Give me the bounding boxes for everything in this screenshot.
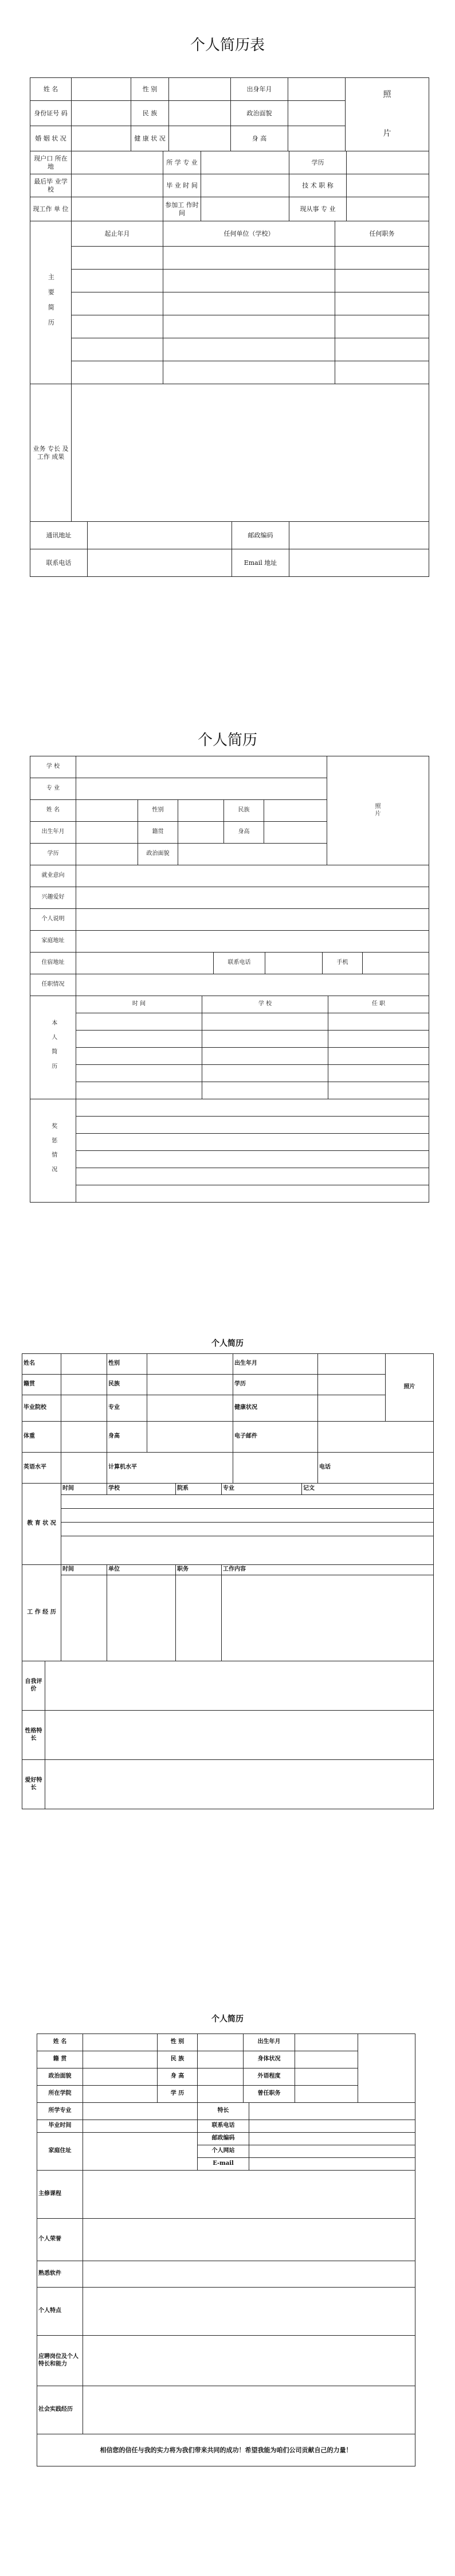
- field: [363, 953, 429, 974]
- label: 爱好特长: [22, 1760, 45, 1809]
- field: [335, 338, 429, 361]
- label: 联系电话: [198, 2120, 249, 2133]
- field: [76, 844, 138, 865]
- field: [202, 1013, 328, 1031]
- field: [76, 756, 327, 778]
- edu-label: 教 育 状 况: [22, 1484, 61, 1565]
- label: 学历: [30, 844, 76, 865]
- field: [72, 174, 163, 197]
- photo-label: 片: [383, 128, 391, 138]
- field: [163, 270, 335, 292]
- field: [72, 151, 163, 174]
- label: 专业: [107, 1395, 147, 1422]
- field: [72, 101, 131, 126]
- field: [335, 247, 429, 270]
- field: [176, 1575, 222, 1661]
- field: [328, 1031, 429, 1048]
- field: [76, 1134, 429, 1151]
- field: [147, 1375, 233, 1395]
- field: [318, 1395, 386, 1422]
- label: 电子邮件: [233, 1422, 318, 1453]
- label: 政治面貌: [231, 101, 288, 126]
- label: 姓 名: [30, 78, 72, 101]
- field: [83, 2133, 198, 2171]
- resume-2-history: [30, 996, 429, 1203]
- label: 专 业: [30, 778, 76, 800]
- field: [76, 1082, 202, 1099]
- field: [76, 1185, 429, 1203]
- label: 毕业时间: [37, 2120, 83, 2133]
- field: [198, 2086, 244, 2103]
- label: 身体状况: [244, 2051, 295, 2068]
- label: 籍贯: [22, 1375, 61, 1395]
- label: 性别: [107, 1354, 147, 1375]
- label: 身 高: [231, 126, 288, 151]
- label: 性别: [138, 800, 178, 822]
- field: [61, 1536, 434, 1565]
- label: 自我评价: [22, 1661, 45, 1711]
- field: [83, 2219, 415, 2261]
- column-header: 工作内容: [222, 1565, 434, 1575]
- field: [202, 1031, 328, 1048]
- resume-4-sections: [37, 2170, 415, 2466]
- field: [288, 126, 346, 151]
- field: [107, 1575, 176, 1661]
- label: 学 历: [158, 2086, 198, 2103]
- field: [83, 2034, 158, 2051]
- resume-2-table: [30, 756, 429, 865]
- field: [201, 174, 289, 197]
- work-label: 工 作 经 历: [22, 1565, 61, 1661]
- label: 身高: [224, 822, 264, 844]
- resume-3-title: 个人简历: [211, 1339, 244, 1348]
- label: 曾任职务: [244, 2086, 295, 2103]
- field: [347, 151, 429, 174]
- field: [83, 2086, 158, 2103]
- label: 籍 贯: [37, 2051, 83, 2068]
- field: [72, 126, 131, 151]
- skills-label: 业务 专长 及 工作 成果: [30, 384, 72, 522]
- column-header: 时间: [61, 1565, 107, 1575]
- field: [264, 800, 327, 822]
- history-label-text: 本 人 简 历: [50, 1020, 57, 1073]
- field: [249, 2133, 415, 2145]
- label: 民族: [224, 800, 264, 822]
- field: [198, 2034, 244, 2051]
- field: [295, 2051, 358, 2068]
- field: [61, 1395, 107, 1422]
- label: 姓 名: [37, 2034, 83, 2051]
- label: 个人荣誉: [37, 2219, 83, 2261]
- label: 所学专业: [37, 2103, 83, 2120]
- field: [83, 2120, 198, 2133]
- field: [72, 270, 163, 292]
- field: [198, 2051, 244, 2068]
- field: [328, 1082, 429, 1099]
- column-header: 任何单位（学校）: [163, 221, 335, 247]
- label: 家庭住址: [37, 2133, 83, 2171]
- label: 政治面貌: [37, 2068, 83, 2086]
- field: [202, 1048, 328, 1065]
- field: [288, 78, 346, 101]
- history-label: [30, 221, 72, 384]
- field: [289, 522, 429, 549]
- field: [201, 197, 289, 221]
- label: 婚 姻 状 况: [30, 126, 72, 151]
- field: [178, 800, 224, 822]
- field: [147, 1354, 233, 1375]
- field: [61, 1523, 434, 1536]
- label: 家庭地址: [30, 931, 76, 953]
- field: [88, 549, 232, 577]
- field: [295, 2034, 358, 2051]
- field: [45, 1711, 434, 1760]
- field: [335, 270, 429, 292]
- label: 所 学 专 业: [163, 151, 201, 174]
- field: [76, 865, 429, 887]
- column-header: 起止年月: [72, 221, 163, 247]
- label: 特长: [198, 2103, 249, 2120]
- photo-box: [327, 756, 429, 865]
- field: [72, 361, 163, 384]
- field: [76, 1099, 429, 1117]
- label: 邮政编码: [232, 522, 289, 549]
- field: [335, 361, 429, 384]
- resume-4-title: 个人简历: [211, 2015, 244, 2024]
- field: [163, 292, 335, 315]
- label: 应聘岗位及个人特长和能力: [37, 2336, 83, 2386]
- field: [76, 800, 138, 822]
- label: 性 别: [158, 2034, 198, 2051]
- photo-label: 照: [383, 90, 391, 99]
- label: 计算机水平: [107, 1453, 233, 1484]
- field: [72, 292, 163, 315]
- field: [178, 844, 327, 865]
- history-label: [30, 996, 76, 1099]
- field: [318, 1375, 386, 1395]
- column-header: 时间: [61, 1484, 107, 1495]
- label: 外语程度: [244, 2068, 295, 2086]
- column-header: 院系: [176, 1484, 222, 1495]
- field: [76, 1048, 202, 1065]
- column-header: 学 校: [202, 996, 328, 1013]
- field: [61, 1509, 434, 1523]
- field: [83, 2068, 158, 2086]
- column-header: 学校: [107, 1484, 176, 1495]
- photo-box: [358, 2034, 415, 2103]
- resume-1-title: 个人简历表: [190, 37, 265, 54]
- label: 住宿地址: [30, 953, 76, 974]
- field: [76, 1013, 202, 1031]
- label: 就业意向: [30, 865, 76, 887]
- field: [201, 151, 289, 174]
- field: [289, 549, 429, 577]
- column-header: 单位: [107, 1565, 176, 1575]
- reward-label-text: 奖 惩 情 况: [50, 1123, 57, 1176]
- field: [163, 338, 335, 361]
- resume-4-table: [37, 2034, 415, 2103]
- field: [61, 1354, 107, 1375]
- field: [328, 1065, 429, 1082]
- label: 出生年月: [30, 822, 76, 844]
- field: [76, 1065, 202, 1082]
- field: [72, 78, 131, 101]
- field: [202, 1065, 328, 1082]
- label: 个人网站: [198, 2145, 249, 2158]
- label: 学历: [289, 151, 347, 174]
- label: 个人说明: [30, 909, 76, 931]
- label: 邮政编码: [198, 2133, 249, 2145]
- field: [147, 1395, 233, 1422]
- label: E-mail: [198, 2158, 249, 2171]
- field: [318, 1354, 386, 1375]
- label: 个人特点: [37, 2288, 83, 2336]
- field: [249, 2145, 415, 2158]
- field: [76, 1117, 429, 1134]
- resume-2-details: [30, 865, 429, 996]
- field: [76, 1151, 429, 1168]
- label: 学历: [233, 1375, 318, 1395]
- photo-box: 照片: [386, 1354, 434, 1422]
- column-header: 职务: [176, 1565, 222, 1575]
- label: 姓 名: [30, 800, 76, 822]
- label: 出生年月: [244, 2034, 295, 2051]
- label: 兴趣爱好: [30, 887, 76, 909]
- column-header: 记文: [302, 1484, 434, 1495]
- field: [72, 338, 163, 361]
- label: 体重: [22, 1422, 61, 1453]
- field: [61, 1375, 107, 1395]
- label: 健 康 状 况: [131, 126, 169, 151]
- field: [76, 1168, 429, 1185]
- field: [83, 2171, 415, 2219]
- photo-box: [346, 78, 429, 151]
- resume-4-contact: [37, 2102, 415, 2171]
- label: 政治面貌: [138, 844, 178, 865]
- label: 技 术 职 称: [289, 174, 347, 197]
- resume-2-title: 个人简历: [197, 732, 257, 749]
- column-header: 时 间: [76, 996, 202, 1013]
- field: [222, 1575, 434, 1661]
- field: [72, 247, 163, 270]
- field: [163, 247, 335, 270]
- field: [202, 1082, 328, 1099]
- field: [76, 953, 214, 974]
- label: 现从事 专 业: [289, 197, 347, 221]
- column-header: 任何职务: [335, 221, 429, 247]
- field: [347, 174, 429, 197]
- field: [169, 101, 231, 126]
- field: [83, 2288, 415, 2336]
- field: [335, 292, 429, 315]
- field: [328, 1013, 429, 1031]
- resume-1-contact: [30, 521, 429, 577]
- resume-1-history: [30, 221, 429, 522]
- label: 社会实践经历: [37, 2386, 83, 2434]
- label: 英语水平: [22, 1453, 61, 1484]
- field: [249, 2120, 415, 2133]
- field: [61, 1495, 434, 1509]
- resume-3-evaluation: [22, 1661, 434, 1809]
- field: [178, 822, 224, 844]
- field: [318, 1422, 434, 1453]
- field: [265, 953, 323, 974]
- field: [83, 2051, 158, 2068]
- field: [83, 2103, 198, 2120]
- label: 参加工 作时间: [163, 197, 201, 221]
- label: 民 族: [158, 2051, 198, 2068]
- field: [83, 2261, 415, 2288]
- field: [163, 361, 335, 384]
- photo-label: 照 片: [375, 803, 381, 817]
- field: [76, 974, 429, 996]
- field: [163, 315, 335, 338]
- resume-3-work: [22, 1564, 434, 1661]
- field: [88, 522, 232, 549]
- label: 联系电话: [214, 953, 265, 974]
- closing-statement: 相信您的信任与我的实力将为我们带来共同的成功！希望我能为咱们公司贡献自己的力量！: [37, 2434, 415, 2466]
- field: [76, 822, 138, 844]
- label: 性格特长: [22, 1711, 45, 1760]
- label: Email 地址: [232, 549, 289, 577]
- label: 手机: [323, 953, 363, 974]
- field: [61, 1422, 107, 1453]
- field: [249, 2103, 415, 2120]
- field: [328, 1048, 429, 1065]
- label: 姓名: [22, 1354, 61, 1375]
- label: 主修课程: [37, 2171, 83, 2219]
- label: 民 族: [131, 101, 169, 126]
- field: [45, 1661, 434, 1711]
- field: [72, 315, 163, 338]
- column-header: 专业: [222, 1484, 302, 1495]
- label: 电话: [318, 1453, 434, 1484]
- label: 通讯地址: [30, 522, 88, 549]
- label: 性 别: [131, 78, 169, 101]
- field: [198, 2068, 244, 2086]
- field: [347, 197, 429, 221]
- label: 最后毕 业学校: [30, 174, 72, 197]
- label: 身高: [107, 1422, 147, 1453]
- field: [288, 101, 346, 126]
- field: [83, 2386, 415, 2434]
- field: [264, 822, 327, 844]
- field: [76, 909, 429, 931]
- label: 毕业院校: [22, 1395, 61, 1422]
- label: 毕 业 时 间: [163, 174, 201, 197]
- label: 身份证号 码: [30, 101, 72, 126]
- column-header: 任 职: [328, 996, 429, 1013]
- label: 学 校: [30, 756, 76, 778]
- field: [76, 1031, 202, 1048]
- label: 民族: [107, 1375, 147, 1395]
- label: 所在学院: [37, 2086, 83, 2103]
- field: [169, 126, 231, 151]
- field: [45, 1760, 434, 1809]
- field: [76, 778, 327, 800]
- resume-3-education: [22, 1483, 434, 1565]
- field: [169, 78, 231, 101]
- field: [76, 887, 429, 909]
- label: 现工作 单 位: [30, 197, 72, 221]
- reward-label: [30, 1099, 76, 1203]
- field: [72, 197, 163, 221]
- field: [83, 2336, 415, 2386]
- label: 籍贯: [138, 822, 178, 844]
- label: 健康状况: [233, 1395, 318, 1422]
- field: [76, 931, 429, 953]
- field: [335, 315, 429, 338]
- field: [233, 1453, 318, 1484]
- label: 现户口 所在地: [30, 151, 72, 174]
- field: [295, 2086, 358, 2103]
- resume-1-table-2: [30, 151, 429, 221]
- label: 熟悉软件: [37, 2261, 83, 2288]
- label: 任职情况: [30, 974, 76, 996]
- field: [72, 384, 429, 522]
- history-label-text: 主 要 简 历: [47, 274, 55, 329]
- label: 出生年月: [233, 1354, 318, 1375]
- resume-3-table: [22, 1353, 434, 1484]
- field: [295, 2068, 358, 2086]
- field: [249, 2158, 415, 2171]
- field: [61, 1453, 107, 1484]
- label: 联系电话: [30, 549, 88, 577]
- field: [61, 1575, 107, 1661]
- resume-1-table: [30, 77, 429, 151]
- label: 出身年月: [231, 78, 288, 101]
- label: 身 高: [158, 2068, 198, 2086]
- field: [147, 1422, 233, 1453]
